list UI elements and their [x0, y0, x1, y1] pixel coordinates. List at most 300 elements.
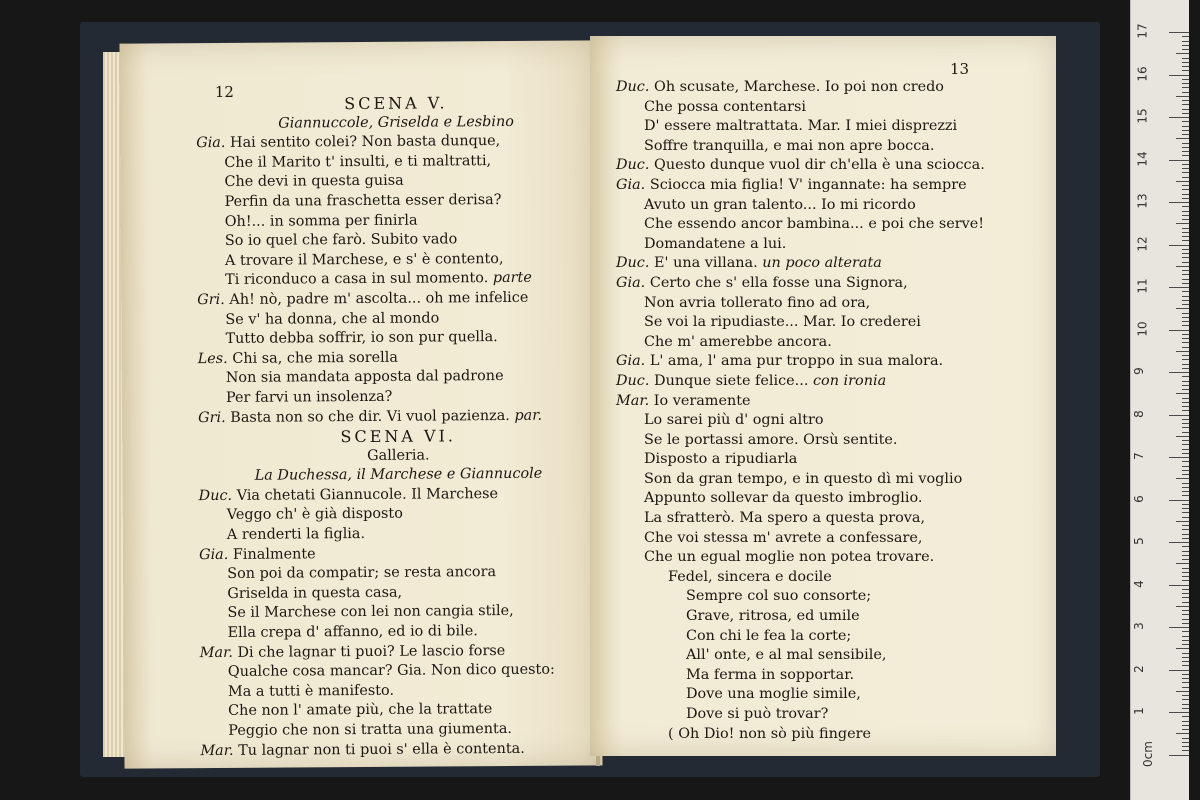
ruler-tick	[1182, 729, 1189, 730]
line-text: So io quel che farò. Subito vado	[224, 231, 458, 250]
ruler-tick	[1176, 96, 1189, 97]
ruler-tick	[1182, 206, 1189, 207]
line-text: Questo dunque vuol dir ch'ella è una sciocca.	[654, 157, 985, 174]
ruler-tick	[1182, 376, 1189, 377]
line-text: A renderti la figlia.	[226, 526, 366, 544]
ruler-tick	[1182, 427, 1189, 428]
text-line	[616, 587, 1046, 607]
line-text: Ella crepa d' affanno, ed io di bile.	[227, 623, 478, 641]
text-line	[616, 411, 1046, 431]
ruler-tick	[1176, 691, 1189, 692]
ruler-tick	[1182, 381, 1189, 382]
ruler-tick	[1182, 721, 1189, 722]
ruler-number: 2	[1131, 664, 1146, 673]
ruler-number: 8	[1131, 409, 1146, 418]
line-text: Domandatene a lui.	[644, 235, 787, 252]
ruler-tick	[1182, 674, 1189, 675]
ruler-tick	[1182, 100, 1189, 101]
line-text: Oh scusate, Marchese. Io poi non credo	[654, 79, 944, 95]
line-text: E' una villana.	[654, 255, 758, 272]
ruler-tick	[1182, 236, 1189, 237]
ruler-tick	[1182, 495, 1189, 496]
ruler-tick	[1182, 151, 1189, 152]
ruler-number: 6	[1131, 494, 1146, 503]
line-text: Certo che s' ella fosse una Signora,	[649, 274, 908, 291]
ruler-tick	[1169, 160, 1189, 161]
text-line	[616, 254, 1046, 274]
line-text: Peggio che non si tratta una giumenta.	[228, 720, 513, 739]
ruler-number: 3	[1131, 622, 1146, 630]
ruler-tick	[1182, 228, 1189, 229]
ruler-number: 4	[1131, 579, 1146, 588]
line-text: Hai sentito colei? Non basta dunque,	[229, 133, 501, 152]
line-text: Che possa contentarsi	[644, 98, 806, 115]
ruler-tick	[1182, 508, 1189, 509]
line-text: Perfin da una fraschetta esser derisa?	[224, 191, 502, 210]
ruler-tick	[1182, 143, 1189, 144]
line-text: Avuto un gran talento... Io mi ricordo	[644, 196, 916, 213]
ruler-tick	[1176, 648, 1189, 649]
ruler-tick	[1169, 415, 1189, 416]
ruler-tick	[1182, 66, 1189, 67]
ruler-tick	[1182, 559, 1189, 560]
text-line	[616, 392, 1046, 412]
ruler-tick	[1182, 461, 1189, 462]
ruler-tick	[1182, 109, 1189, 110]
line-text: Griselda in questa casa,	[227, 584, 403, 602]
ruler-tick	[1182, 45, 1189, 46]
line-text: Fedel, sincera e docile	[668, 568, 832, 585]
ruler-tick	[1176, 351, 1189, 352]
line-text: Sciocca mia figlia! V' ingannate: ha sempre	[649, 176, 967, 193]
ruler-number: 15	[1135, 108, 1150, 124]
line-text: Appunto sollevar da questo imbroglio.	[644, 490, 923, 507]
line-text: Dove una moglie simile,	[686, 686, 861, 703]
ruler-tick	[1182, 113, 1189, 114]
text-line	[616, 176, 1046, 196]
speaker-label: Duc.	[616, 255, 650, 272]
ruler-tick	[1182, 83, 1189, 84]
line-text: Soffre tranquilla, e mai non apre bocca.	[644, 137, 935, 154]
ruler-tick	[1182, 593, 1189, 594]
ruler-tick	[1182, 546, 1189, 547]
ruler-number: 11	[1135, 278, 1150, 294]
line-text: Oh!... in somma per finirla	[224, 212, 418, 230]
ruler-tick	[1182, 529, 1189, 530]
line-text: Ma ferma in sopportar.	[686, 666, 855, 683]
ruler-tick	[1182, 385, 1189, 386]
ruler-tick	[1182, 602, 1189, 603]
ruler-tick	[1182, 636, 1189, 637]
text-line	[616, 215, 1046, 235]
text-line	[616, 470, 1046, 490]
ruler-tick	[1182, 661, 1189, 662]
ruler-tick	[1182, 92, 1189, 93]
ruler-tick	[1182, 291, 1189, 292]
text-line	[198, 465, 598, 487]
ruler-tick	[1182, 640, 1189, 641]
line-text: Che il Marito t' insulti, e ti maltratti,	[224, 152, 492, 171]
ruler-tick	[1182, 742, 1189, 743]
ruler-tick	[1176, 266, 1189, 267]
ruler-number: 5	[1131, 537, 1146, 545]
ruler-tick	[1182, 334, 1189, 335]
ruler-tick	[1169, 117, 1189, 118]
ruler-tick	[1176, 181, 1189, 182]
line-text: Di che lagnar ti puoi? Le lascio forse	[237, 642, 506, 661]
text-line	[616, 274, 1046, 294]
ruler-tick	[1182, 631, 1189, 632]
line-text: Io veramente	[653, 392, 751, 409]
page-number-left: 12	[214, 82, 234, 102]
ruler-tick	[1169, 457, 1189, 458]
ruler-tick	[1182, 104, 1189, 105]
left-page	[119, 40, 602, 768]
ruler-tick	[1182, 440, 1189, 441]
text-line	[616, 725, 1046, 745]
ruler-tick	[1182, 653, 1189, 654]
line-text: A trovare il Marchese, e s' è contento,	[224, 250, 504, 269]
ruler-tick	[1182, 589, 1189, 590]
ruler-tick	[1169, 202, 1189, 203]
ruler-tick	[1182, 274, 1189, 275]
ruler-tick	[1182, 240, 1189, 241]
ruler-tick	[1182, 364, 1189, 365]
ruler-tick	[1176, 53, 1189, 54]
speaker-label: Les.	[197, 350, 228, 367]
text-line	[616, 529, 1046, 549]
ruler-tick	[1182, 313, 1189, 314]
ruler-number: 13	[1135, 193, 1150, 209]
line-text: Che non l' amate più, che la trattate	[228, 701, 493, 720]
stage-direction: parte	[492, 270, 532, 287]
text-line	[616, 548, 1046, 568]
ruler-tick	[1182, 172, 1189, 173]
line-text: Che m' amerebbe ancora.	[644, 333, 832, 350]
line-text: Non avria tollerato fino ad ora,	[644, 294, 871, 311]
ruler-tick	[1182, 296, 1189, 297]
ruler-tick	[1182, 189, 1189, 190]
line-text: Con chi le fea la corte;	[686, 627, 852, 644]
speaker-label: Gia.	[616, 353, 646, 370]
ruler-tick	[1182, 304, 1189, 305]
line-text: Via chetati Giannucole. Il Marchese	[236, 485, 499, 504]
ruler-tick	[1182, 317, 1189, 318]
speaker-label: Mar.	[616, 392, 650, 409]
text-line	[616, 98, 1046, 118]
ruler-tick	[1182, 517, 1189, 518]
ruler-tick	[1182, 49, 1189, 50]
measurement-ruler	[1130, 0, 1189, 800]
text-line	[616, 489, 1046, 509]
line-text: Chi sa, che mia sorella	[232, 349, 398, 367]
ruler-tick	[1176, 521, 1189, 522]
line-text: La Duchessa, il Marchese e Giannucole	[254, 466, 543, 485]
ruler-number: 16	[1135, 65, 1150, 82]
ruler-tick	[1182, 41, 1189, 42]
line-text: Tutto debba soffrir, io son pur quella.	[225, 329, 498, 348]
text-line	[616, 156, 1046, 176]
stage-direction: par.	[514, 407, 543, 424]
ruler-tick	[1169, 245, 1189, 246]
text-line	[200, 739, 600, 761]
ruler-tick	[1182, 551, 1189, 552]
ruler-tick	[1182, 444, 1189, 445]
ruler-tick	[1182, 134, 1189, 135]
stage-direction: con ironia	[812, 372, 887, 389]
ruler-tick	[1182, 355, 1189, 356]
ruler-tick	[1182, 62, 1189, 63]
ruler-tick	[1169, 585, 1189, 586]
ruler-tick	[1182, 155, 1189, 156]
ruler-tick	[1182, 555, 1189, 556]
line-text: Per farvi un insolenza?	[225, 388, 393, 406]
line-text: Qualche cosa mancar? Gia. Non dico questo:	[227, 661, 555, 681]
ruler-number: 7	[1131, 452, 1146, 460]
speaker-label: Gia.	[198, 546, 229, 563]
text-line	[616, 313, 1046, 333]
ruler-tick	[1169, 287, 1189, 288]
ruler-number: 17	[1135, 23, 1150, 39]
ruler-tick	[1176, 223, 1189, 224]
ruler-number: 10	[1135, 320, 1150, 337]
ruler-number: 1	[1131, 707, 1146, 715]
ruler-tick	[1182, 177, 1189, 178]
ruler-tick	[1182, 449, 1189, 450]
ruler-tick	[1182, 572, 1189, 573]
ruler-tick	[1176, 138, 1189, 139]
ruler-tick	[1169, 32, 1189, 33]
line-text: Ah! nò, padre m' ascolta... oh me infelice	[229, 289, 529, 308]
ruler-tick	[1182, 704, 1189, 705]
ruler-tick	[1182, 300, 1189, 301]
ruler-tick	[1182, 215, 1189, 216]
line-text: Che devi in questa guisa	[224, 173, 404, 191]
ruler-tick	[1176, 436, 1189, 437]
ruler-tick	[1176, 563, 1189, 564]
ruler-number: 0cm	[1140, 740, 1155, 767]
ruler-tick	[1182, 368, 1189, 369]
text-line	[616, 235, 1046, 255]
ruler-tick	[1182, 746, 1189, 747]
ruler-tick	[1182, 576, 1189, 577]
speaker-label: Duc.	[616, 372, 650, 389]
ruler-tick	[1182, 211, 1189, 212]
line-text: Che un egual moglie non potea trovare.	[644, 549, 935, 566]
line-text: Ti riconduco a casa in sul momento.	[225, 270, 489, 289]
speaker-label: Duc.	[616, 79, 650, 95]
ruler-tick	[1169, 330, 1189, 331]
ruler-tick	[1182, 423, 1189, 424]
ruler-tick	[1182, 453, 1189, 454]
ruler-number: 14	[1135, 150, 1150, 167]
ruler-tick	[1182, 466, 1189, 467]
text-line	[198, 406, 598, 428]
ruler-tick	[1182, 410, 1189, 411]
ruler-tick	[1182, 249, 1189, 250]
ruler-tick	[1182, 194, 1189, 195]
ruler-tick	[1182, 610, 1189, 611]
line-text: Lo sarei più d' ogni altro	[644, 412, 824, 429]
ruler-tick	[1182, 644, 1189, 645]
line-text: Son da gran tempo, e in questo dì mi voglio	[644, 470, 963, 487]
ruler-tick	[1182, 657, 1189, 658]
text-line	[616, 450, 1046, 470]
line-text: ( Oh Dio! non sò più fingere	[668, 725, 872, 742]
line-text: Tu lagnar non ti puoi s' ella è contenta.	[238, 740, 525, 759]
text-line	[616, 607, 1046, 627]
speaker-label: Mar.	[200, 742, 234, 759]
line-text: Se v' ha donna, che al mondo	[225, 309, 440, 328]
text-line	[616, 372, 1046, 392]
line-text: Finalmente	[232, 545, 316, 563]
ruler-tick	[1182, 623, 1189, 624]
line-text: Disposto a ripudiarla	[644, 451, 798, 468]
ruler-tick	[1169, 372, 1189, 373]
ruler-tick	[1182, 198, 1189, 199]
ruler-tick	[1182, 678, 1189, 679]
text-line	[616, 568, 1046, 588]
ruler-tick	[1182, 699, 1189, 700]
text-line	[616, 333, 1046, 353]
ruler-tick	[1182, 474, 1189, 475]
ruler-tick	[1176, 393, 1189, 394]
line-text: SCENA V.	[344, 93, 448, 114]
text-line	[616, 78, 1046, 98]
text-line	[616, 646, 1046, 666]
ruler-tick	[1182, 262, 1189, 263]
ruler-tick	[1182, 580, 1189, 581]
ruler-tick	[1182, 257, 1189, 258]
ruler-tick	[1182, 483, 1189, 484]
ruler-number: 12	[1135, 235, 1150, 252]
speaker-label: Gia.	[196, 135, 226, 152]
line-text: Ma a tutti è manifesto.	[227, 682, 395, 700]
line-text: Non sia mandata apposta dal padrone	[225, 368, 504, 387]
line-text: Se le portassi amore. Orsù sentite.	[644, 431, 898, 448]
ruler-tick	[1176, 606, 1189, 607]
ruler-tick	[1182, 750, 1189, 751]
line-text: Galleria.	[367, 447, 430, 464]
ruler-tick	[1182, 716, 1189, 717]
right-page	[590, 36, 1056, 756]
ruler-tick	[1176, 733, 1189, 734]
ruler-tick	[1182, 512, 1189, 513]
line-text: Sempre col suo consorte;	[686, 588, 872, 605]
ruler-tick	[1182, 504, 1189, 505]
text-line	[616, 705, 1046, 725]
ruler-tick	[1182, 342, 1189, 343]
ruler-tick	[1182, 491, 1189, 492]
line-text: Son poi da compatir; se resta ancora	[227, 564, 497, 583]
ruler-tick	[1169, 500, 1189, 501]
ruler-tick	[1182, 87, 1189, 88]
speaker-label: Duc.	[616, 157, 650, 174]
ruler-tick	[1182, 126, 1189, 127]
text-line	[616, 685, 1046, 705]
line-text: SCENA VI.	[340, 426, 457, 447]
speaker-label: Gri.	[198, 409, 226, 426]
ruler-tick	[1182, 232, 1189, 233]
left-page-text	[196, 92, 601, 761]
ruler-tick	[1182, 534, 1189, 535]
ruler-tick	[1182, 665, 1189, 666]
text-line	[616, 137, 1046, 157]
line-text: L' ama, l' ama pur troppo in sua malora.	[649, 353, 944, 370]
ruler-tick	[1182, 121, 1189, 122]
ruler-tick	[1169, 542, 1189, 543]
ruler-tick	[1182, 283, 1189, 284]
text-line	[616, 627, 1046, 647]
ruler-tick	[1169, 755, 1189, 756]
speaker-label: Gia.	[616, 176, 646, 193]
speaker-label: Duc.	[198, 487, 233, 505]
text-line	[616, 666, 1046, 686]
text-line	[616, 294, 1046, 314]
ruler-tick	[1182, 619, 1189, 620]
ruler-tick	[1182, 725, 1189, 726]
text-line	[616, 431, 1046, 451]
ruler-tick	[1176, 308, 1189, 309]
text-line	[616, 509, 1046, 529]
text-line	[616, 352, 1046, 372]
ruler-tick	[1182, 253, 1189, 254]
ruler-tick	[1169, 670, 1189, 671]
ruler-tick	[1182, 36, 1189, 37]
ruler-tick	[1182, 406, 1189, 407]
ruler-tick	[1182, 432, 1189, 433]
ruler-tick	[1182, 347, 1189, 348]
ruler-tick	[1182, 389, 1189, 390]
ruler-tick	[1169, 75, 1189, 76]
line-text: Dunque siete felice...	[654, 372, 809, 389]
line-text: Che voi stessa m' avrete a confessare,	[644, 529, 923, 546]
ruler-tick	[1182, 682, 1189, 683]
right-page-text	[616, 78, 1046, 744]
ruler-tick	[1182, 338, 1189, 339]
ruler-tick	[1182, 695, 1189, 696]
ruler-tick	[1182, 168, 1189, 169]
text-line	[616, 196, 1046, 216]
ruler-tick	[1182, 79, 1189, 80]
line-text: Veggo ch' è già disposto	[226, 506, 403, 524]
line-text: Che essendo ancor bambina... e poi che serve!	[644, 216, 985, 233]
ruler-tick	[1182, 568, 1189, 569]
ruler-tick	[1182, 185, 1189, 186]
line-text: D' essere maltrattata. Mar. I miei disprezzi	[644, 118, 958, 135]
ruler-tick	[1182, 525, 1189, 526]
ruler-tick	[1182, 687, 1189, 688]
ruler-tick	[1182, 270, 1189, 271]
ruler-tick	[1182, 130, 1189, 131]
ruler-tick	[1169, 712, 1189, 713]
line-text: La sfratterò. Ma spero a questa prova,	[644, 510, 926, 527]
speaker-label: Gri.	[197, 291, 225, 309]
ruler-tick	[1182, 708, 1189, 709]
ruler-tick	[1182, 359, 1189, 360]
speaker-label: Gia.	[616, 274, 646, 291]
ruler-tick	[1182, 325, 1189, 326]
ruler-tick	[1182, 219, 1189, 220]
ruler-tick	[1182, 164, 1189, 165]
line-text: All' onte, e al mal sensibile,	[686, 647, 887, 664]
ruler-tick	[1182, 398, 1189, 399]
line-text: Se il Marchese con lei non cangia stile,	[227, 603, 514, 622]
line-text: Dove si può trovar?	[686, 706, 829, 722]
ruler-tick	[1182, 58, 1189, 59]
stage-direction: un poco alterata	[762, 255, 882, 272]
ruler-tick	[1182, 470, 1189, 471]
